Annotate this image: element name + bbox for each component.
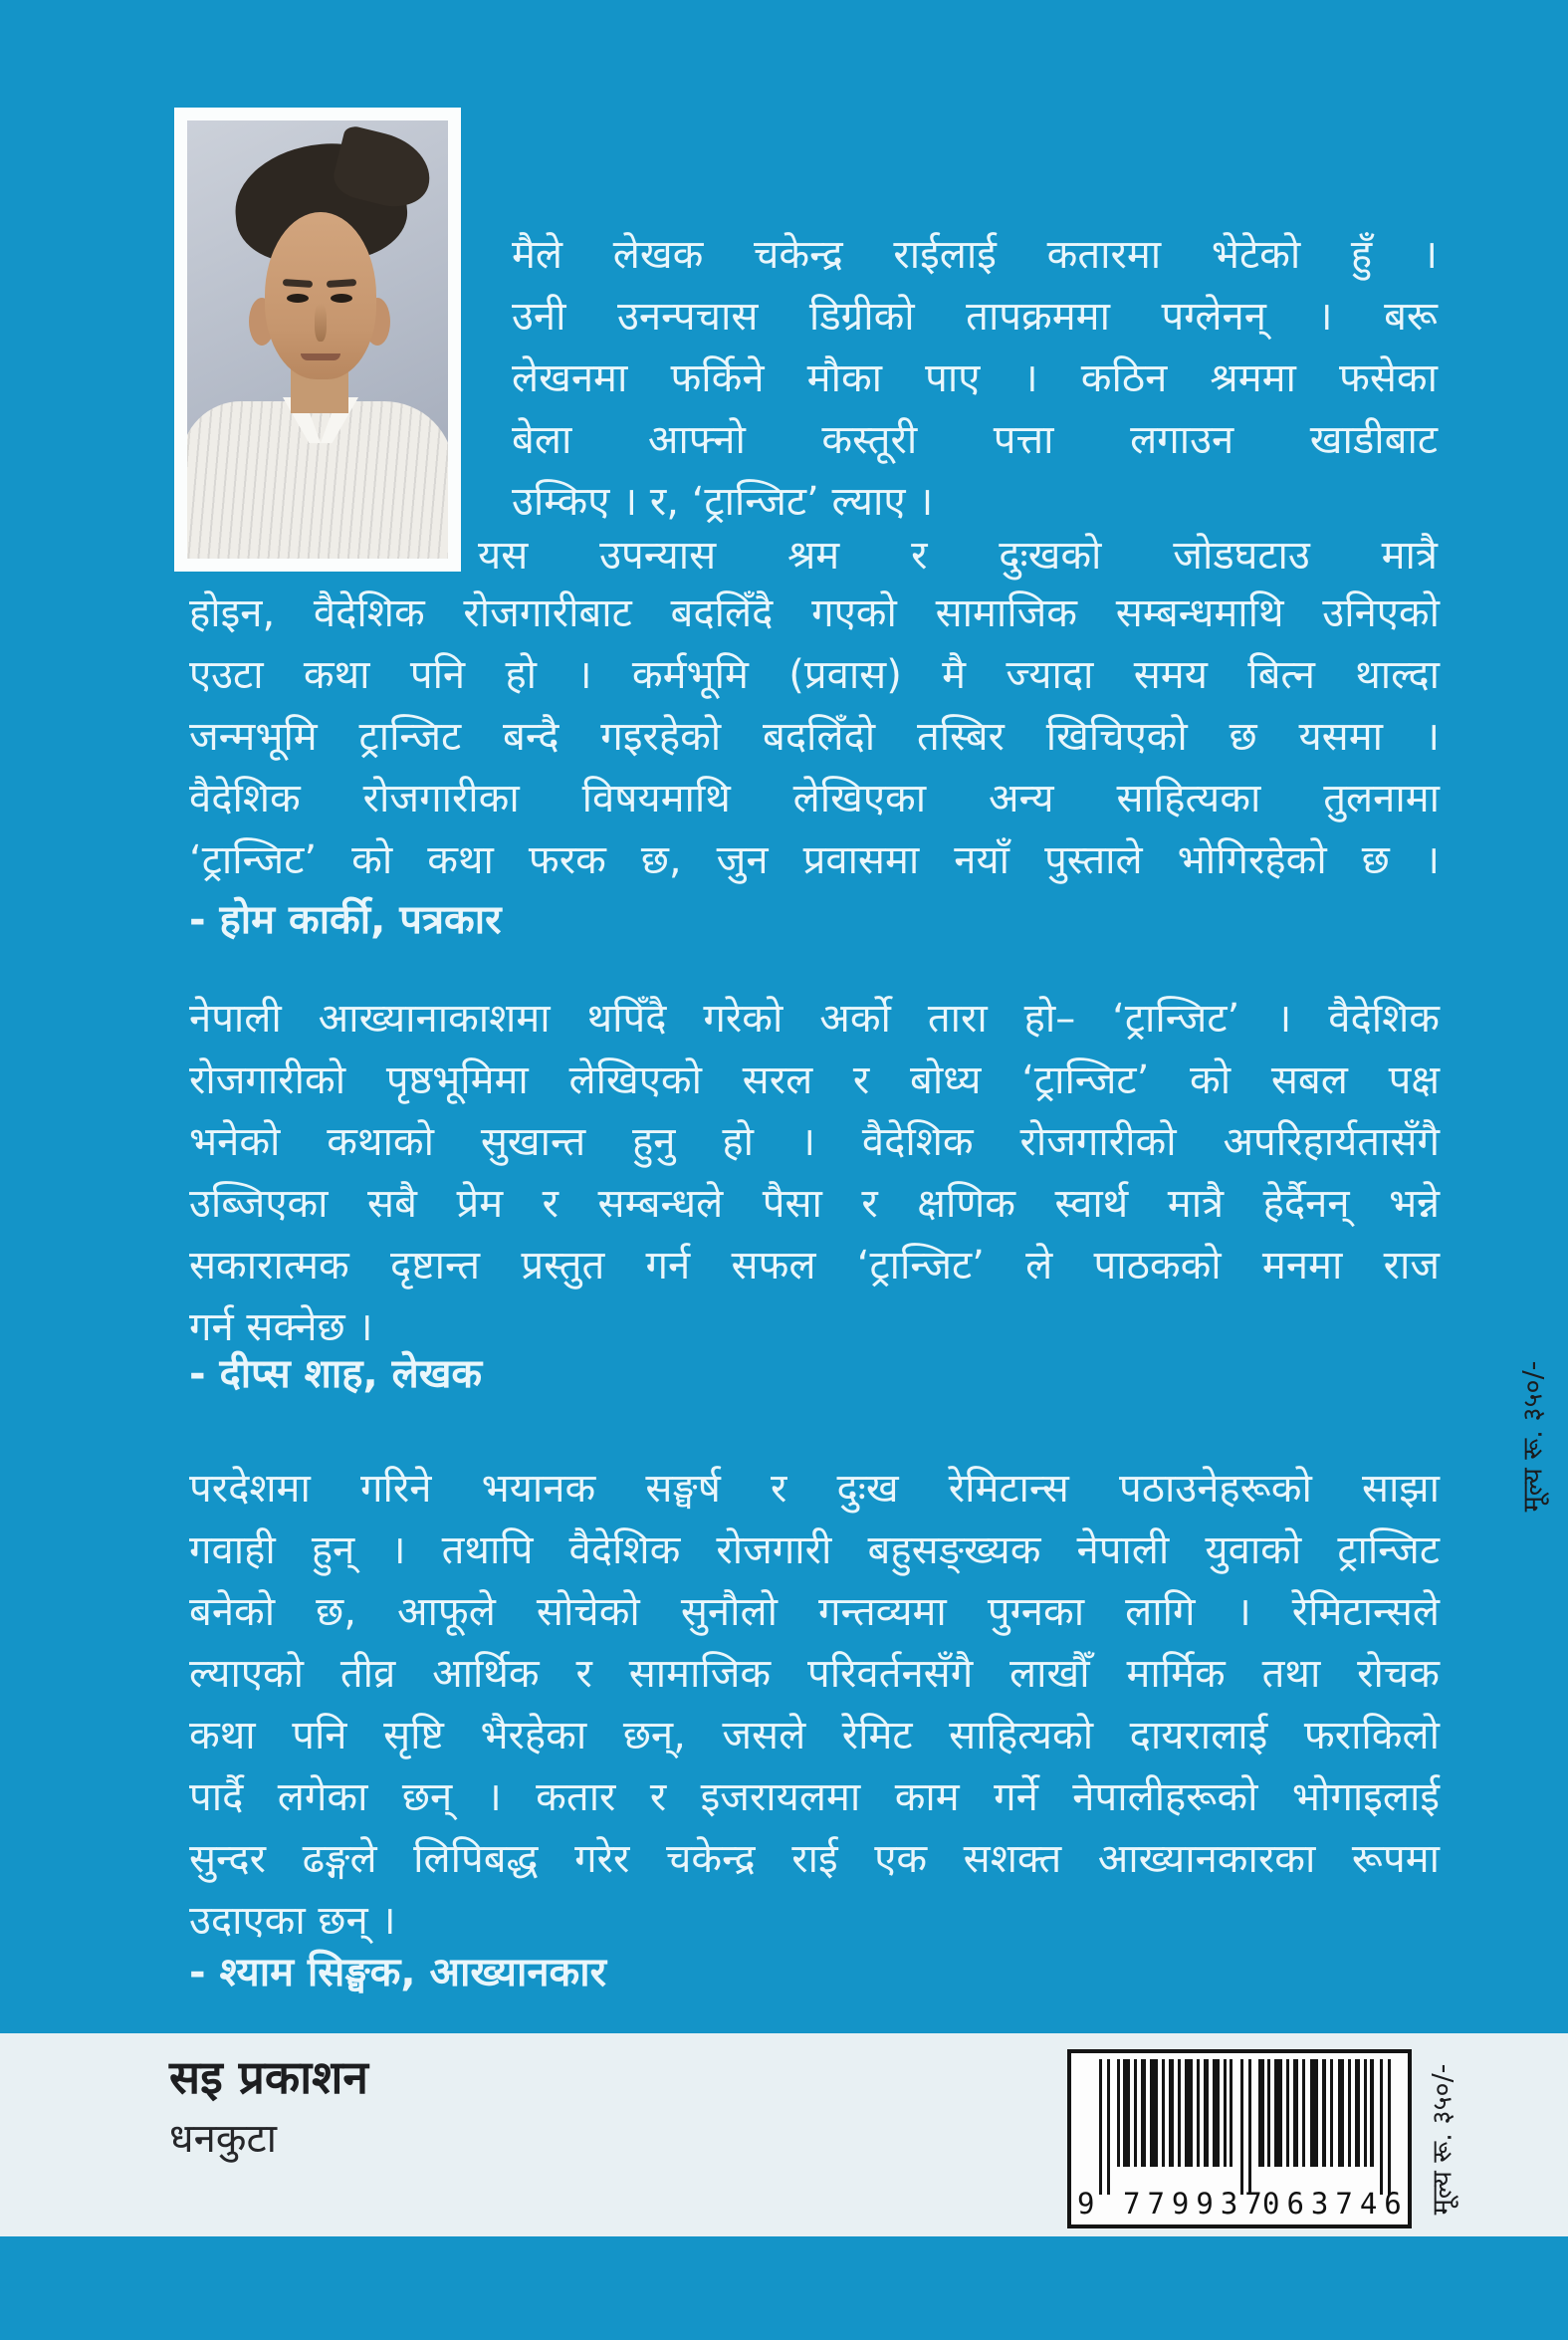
eyebrow [327,279,356,288]
blurb1-line: बेला आफ्नो कस्तूरी पत्ता लगाउन खाडीबाट [512,417,1438,463]
author-photo [174,108,461,572]
blurb2-line: भनेको कथाको सुखान्त हुनु हो । वैदेशिक रोजगारीको अपरिहार्यतासँगै [189,1119,1440,1165]
eyebrow [283,279,313,288]
blurb3-line: परदेशमा गरिने भयानक सङ्घर्ष र दुःख रेमिटान्स पठाउनेहरूको साझा [189,1466,1440,1512]
blurb2-attribution: - दीप्स शाह, लेखक [189,1351,483,1397]
blurb1-line: यस उपन्यास श्रम र दुःखको जोडघटाउ मात्रै [478,533,1438,579]
face [265,212,376,379]
barcode [1067,2049,1412,2228]
blurb1-line: वैदेशिक रोजगारीका विषयमाथि लेखिएका अन्य साहित्यका तुलनामा [189,776,1440,821]
blurb3-line: पार्दै लगेका छन् । कतार र इजरायलमा काम गर्ने नेपालीहरूको भोगाइलाई [189,1774,1440,1820]
shirt [187,401,448,559]
publisher-name: सइ प्रकाशन [169,2050,368,2104]
blurb2-line: गर्न सक्नेछ । [189,1304,373,1350]
blurb1-line: लेखनमा फर्किने मौका पाए । कठिन श्रममा फसेका [512,355,1438,401]
blurb1-line: मैले लेखक चकेन्द्र राईलाई कतारमा भेटेको हुँ । [512,232,1438,278]
blurb2-line: रोजगारीको पृष्ठभूमिमा लेखिएको सरल र बोध्य ‘ट्रान्जिट’ को सबल पक्ष [189,1057,1440,1103]
blurb3-line: कथा पनि सृष्टि भैरहेका छन्, जसले रेमिट साहित्यको दायरालाई फराकिलो [189,1713,1440,1758]
eye [331,294,352,303]
price-vertical-barcode [1414,2049,1467,2228]
price-label: मूल्य रू. ३५०/- [1427,2063,1458,2215]
barcode-digit-group: 779937 [1123,2187,1269,2221]
blurb2-line: नेपाली आख्यानाकाशमा थपिँदै गरेको अर्को तारा हो– ‘ट्रान्जिट’ । वैदेशिक [189,996,1440,1042]
blurb1-line: उम्किए । र, ‘ट्रान्जिट’ ल्याए । [512,479,934,525]
blurb2-line: सकारात्मक दृष्टान्त प्रस्तुत गर्न सफल ‘ट्रान्जिट’ ले पाठकको मनमा राज [189,1243,1440,1288]
barcode-bars [1081,2059,1400,2199]
nose [315,304,327,342]
blurb1-line: जन्मभूमि ट्रान्जिट बन्दै गइरहेको बदलिँदो तस्बिर खिचिएको छ यसमा । [189,714,1440,760]
blurb3-line: गवाही हुन् । तथापि वैदेशिक रोजगारी बहुसङ्ख्यक नेपाली युवाको ट्रान्जिट [189,1527,1440,1573]
blurb1-line: एउटा कथा पनि हो । कर्मभूमि (प्रवास) मै ज्यादा समय बित्न थाल्दा [189,652,1440,698]
price-vertical-edge [1499,1322,1563,1549]
mouth [301,353,340,360]
blurb3-line: बनेको छ, आफूले सोचेको सुनौलो गन्तव्यमा पुग्नका लागि । रेमिटान्सले [189,1589,1440,1635]
blurb3-line: सुन्दर ढङ्गले लिपिबद्ध गरेर चकेन्द्र राई एक सशक्त आख्यानकारका रूपमा [189,1836,1440,1882]
price-label: मूल्य रू. ३५०/- [1517,1360,1549,1512]
blurb1-attribution: - होम कार्की, पत्रकार [189,897,502,943]
author-photo-image [187,120,448,559]
barcode-digit-group: 9 [1077,2187,1095,2221]
blurb1-line: होइन, वैदेशिक रोजगारीबाट बदलिँदै गएको सामाजिक सम्बन्धमाथि उनिएको [189,590,1440,636]
blurb3-line: उदाएका छन् । [189,1898,396,1944]
eye [287,294,309,303]
publisher-location: धनकुटा [169,2116,278,2162]
barcode-digit-group: 063746 [1262,2187,1409,2221]
blurb3-line: ल्याएको तीव्र आर्थिक र सामाजिक परिवर्तनसँगै लाखौँ मार्मिक तथा रोचक [189,1651,1440,1697]
blurb1-line: उनी उनन्पचास डिग्रीको तापक्रममा पग्लेनन् । बरू [512,294,1438,340]
blurb3-attribution: - श्याम सिङ्घक, आख्यानकार [189,1950,606,1995]
blurb1-line: ‘ट्रान्जिट’ को कथा फरक छ, जुन प्रवासमा नयाँ पुस्ताले भोगिरहेको छ । [189,837,1440,883]
blurb2-line: उब्जिएका सबै प्रेम र सम्बन्धले पैसा र क्षणिक स्वार्थ मात्रै हेर्दैनन् भन्ने [189,1181,1440,1227]
